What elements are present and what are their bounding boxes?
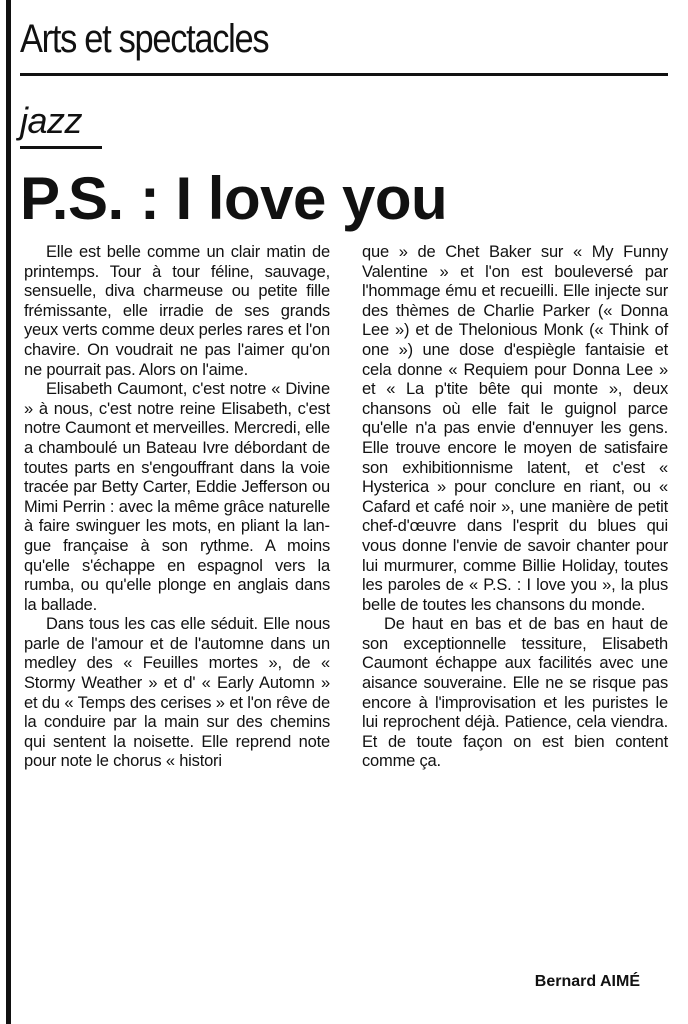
- rubric-underline: [20, 146, 102, 149]
- article-paragraph: Elle est belle comme un clair matin de printemps. Tour à tour féline, sauvage, sensuelle, diva charmeuse ou petite fille frémissante, elle irradie de ses grands yeux verts comme deux perles rares et l'on chavire. On voudrait ne pas l'aimer qu'on ne pourrait pas. Alors on l'aime.: [24, 243, 330, 379]
- rubric-label: jazz: [20, 100, 83, 141]
- article-author: Bernard AIMÉ: [534, 973, 640, 990]
- article-paragraph: De haut en bas et de bas en haut de son exceptionnelle tessiture, Elisabeth Caumont échappe aux facilités avec une aisance souveraine. Elle ne se risque pas encore à l'improvisation et les puristes le lui reprochent déjà. Patience, cela viendra. Et de toute façon on est bien content comme ça.: [362, 615, 668, 771]
- left-margin-rule: [6, 0, 11, 1024]
- article-paragraph: Dans tous les cas elle séduit. Elle nous parle de l'amour et de l'automne dans un medley des « Feuilles mortes », de « Stormy Weather » et d' « Early Automn » et du « Temps des cerises » et l'on rêve de la conduire par la main sur des chemins qui sentent la noisette. Elle reprend note pour note le chorus « histori: [24, 615, 330, 771]
- section-header: Arts et spectacles: [20, 17, 269, 61]
- article-paragraph: que » de Chet Baker sur « My Funny Valentine » et l'on est bouleversé par l'hommage ému et recueilli. Elle injecte sur des thèmes de Charlie Parker (« Donna Lee ») et de Thelonious Monk (« Think of one ») une dose d'espiègle fantaisie et cela donne « Requiem pour Donna Lee » et « La p'tite bête qui monte », deux chansons où elle fait le guignol parce qu'elle n'a pas envie d'ennuyer les gens. Elle trouve encore le moyen de satisfaire son exhibitionnisme latent, et c'est « Hysterica » pour conclure en riant, ou « Cafard et café noir », une manière de petit chef-d'œuvre dans l'esprit du blues qui vous donne l'envie de savoir chanter pour lui murmurer, comme Billie Holiday, toutes les paroles de « P.S. : I love you », la plus belle de toutes les chansons du monde.: [362, 243, 668, 614]
- article-column-right: [362, 243, 668, 772]
- header-rule: [20, 73, 668, 76]
- article-paragraph: Elisabeth Caumont, c'est notre « Divine » à nous, c'est notre reine Elisabeth, c'est notre Caumont et merveilles. Mercredi, elle a chamboulé un Bateau Ivre débordant de toutes parts en s'engouffrant dans la voie tracée par Betty Carter, Eddie Jefferson ou Mimi Perrin : avec la même grâce naturelle à faire swinguer les mots, en pliant la langue française à son rythme. A moins qu'elle s'échappe en espagnol vers la rumba, ou qu'elle plonge en anglais dans la ballade.: [24, 380, 330, 614]
- article-headline: P.S. : I love you: [20, 165, 448, 232]
- article-column-left: [24, 243, 330, 772]
